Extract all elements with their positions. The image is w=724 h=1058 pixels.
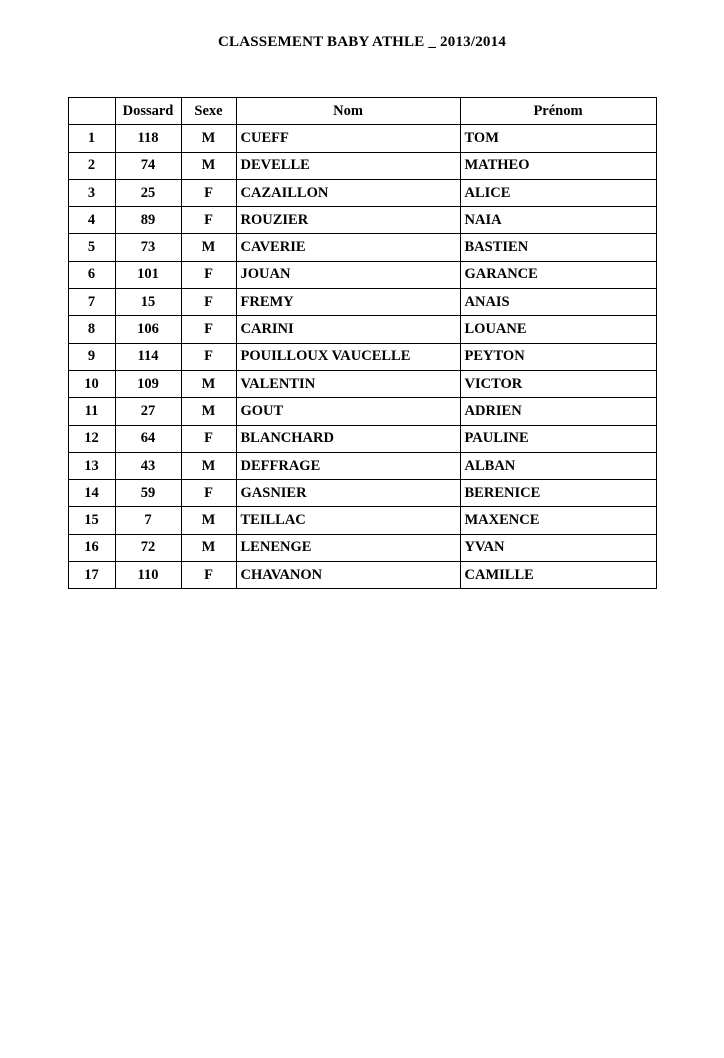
table-row <box>68 562 656 589</box>
cell-prenom: ALBAN <box>460 452 656 479</box>
cell-nom: JOUAN <box>236 261 460 288</box>
cell-prenom: MAXENCE <box>460 507 656 534</box>
table-header-row <box>68 98 656 125</box>
cell-prenom: ADRIEN <box>460 398 656 425</box>
cell-nom: BLANCHARD <box>236 425 460 452</box>
table-row <box>68 507 656 534</box>
cell-sexe: F <box>181 179 236 206</box>
cell-dossard: 73 <box>115 234 181 261</box>
cell-rank: 2 <box>68 152 115 179</box>
cell-rank: 13 <box>68 452 115 479</box>
table-row <box>68 398 656 425</box>
cell-rank: 12 <box>68 425 115 452</box>
cell-sexe: M <box>181 534 236 561</box>
cell-rank: 5 <box>68 234 115 261</box>
cell-prenom: PEYTON <box>460 343 656 370</box>
cell-rank: 1 <box>68 125 115 152</box>
table-row <box>68 370 656 397</box>
cell-sexe: F <box>181 207 236 234</box>
cell-prenom: CAMILLE <box>460 562 656 589</box>
table-row <box>68 207 656 234</box>
cell-dossard: 25 <box>115 179 181 206</box>
cell-prenom: GARANCE <box>460 261 656 288</box>
document-page <box>0 34 724 1058</box>
cell-prenom: MATHEO <box>460 152 656 179</box>
cell-sexe: M <box>181 507 236 534</box>
cell-dossard: 106 <box>115 316 181 343</box>
cell-rank: 9 <box>68 343 115 370</box>
table-row <box>68 234 656 261</box>
cell-dossard: 59 <box>115 480 181 507</box>
table-row <box>68 261 656 288</box>
cell-dossard: 114 <box>115 343 181 370</box>
ranking-table-container <box>0 97 724 589</box>
cell-nom: POUILLOUX VAUCELLE <box>236 343 460 370</box>
table-row <box>68 343 656 370</box>
column-header-dossard: Dossard <box>115 98 181 125</box>
table-row <box>68 125 656 152</box>
table-body <box>68 125 656 589</box>
cell-rank: 3 <box>68 179 115 206</box>
cell-dossard: 110 <box>115 562 181 589</box>
cell-prenom: ALICE <box>460 179 656 206</box>
cell-rank: 7 <box>68 289 115 316</box>
cell-dossard: 101 <box>115 261 181 288</box>
cell-rank: 6 <box>68 261 115 288</box>
cell-nom: CHAVANON <box>236 562 460 589</box>
cell-sexe: F <box>181 562 236 589</box>
cell-prenom: TOM <box>460 125 656 152</box>
cell-rank: 11 <box>68 398 115 425</box>
column-header-sexe: Sexe <box>181 98 236 125</box>
cell-prenom: YVAN <box>460 534 656 561</box>
cell-nom: CUEFF <box>236 125 460 152</box>
cell-nom: CAVERIE <box>236 234 460 261</box>
cell-nom: ROUZIER <box>236 207 460 234</box>
cell-sexe: F <box>181 289 236 316</box>
cell-rank: 17 <box>68 562 115 589</box>
cell-dossard: 7 <box>115 507 181 534</box>
cell-rank: 14 <box>68 480 115 507</box>
cell-nom: CAZAILLON <box>236 179 460 206</box>
cell-nom: VALENTIN <box>236 370 460 397</box>
cell-rank: 16 <box>68 534 115 561</box>
cell-sexe: F <box>181 316 236 343</box>
cell-dossard: 15 <box>115 289 181 316</box>
cell-prenom: VICTOR <box>460 370 656 397</box>
table-row <box>68 179 656 206</box>
cell-sexe: M <box>181 152 236 179</box>
table-row <box>68 289 656 316</box>
cell-sexe: F <box>181 480 236 507</box>
cell-dossard: 89 <box>115 207 181 234</box>
cell-rank: 8 <box>68 316 115 343</box>
cell-sexe: M <box>181 370 236 397</box>
cell-sexe: M <box>181 234 236 261</box>
table-row <box>68 316 656 343</box>
table-row <box>68 480 656 507</box>
cell-prenom: LOUANE <box>460 316 656 343</box>
table-header <box>68 98 656 125</box>
cell-nom: GOUT <box>236 398 460 425</box>
cell-sexe: M <box>181 125 236 152</box>
table-row <box>68 425 656 452</box>
table-row <box>68 534 656 561</box>
cell-sexe: F <box>181 261 236 288</box>
cell-sexe: F <box>181 343 236 370</box>
cell-prenom: NAIA <box>460 207 656 234</box>
cell-dossard: 64 <box>115 425 181 452</box>
cell-nom: DEVELLE <box>236 152 460 179</box>
cell-nom: FREMY <box>236 289 460 316</box>
cell-dossard: 109 <box>115 370 181 397</box>
column-header-rank <box>68 98 115 125</box>
cell-sexe: M <box>181 398 236 425</box>
table-row <box>68 452 656 479</box>
column-header-prenom: Prénom <box>460 98 656 125</box>
cell-prenom: PAULINE <box>460 425 656 452</box>
cell-rank: 15 <box>68 507 115 534</box>
cell-rank: 10 <box>68 370 115 397</box>
page-title: CLASSEMENT BABY ATHLE _ 2013/2014 <box>217 34 507 50</box>
column-header-nom: Nom <box>236 98 460 125</box>
cell-nom: GASNIER <box>236 480 460 507</box>
cell-prenom: BERENICE <box>460 480 656 507</box>
table-row <box>68 152 656 179</box>
cell-rank: 4 <box>68 207 115 234</box>
cell-nom: TEILLAC <box>236 507 460 534</box>
cell-nom: LENENGE <box>236 534 460 561</box>
cell-nom: DEFFRAGE <box>236 452 460 479</box>
cell-dossard: 43 <box>115 452 181 479</box>
cell-sexe: F <box>181 425 236 452</box>
cell-dossard: 72 <box>115 534 181 561</box>
ranking-table <box>68 97 657 589</box>
cell-prenom: ANAIS <box>460 289 656 316</box>
cell-dossard: 118 <box>115 125 181 152</box>
cell-sexe: M <box>181 452 236 479</box>
cell-prenom: BASTIEN <box>460 234 656 261</box>
cell-nom: CARINI <box>236 316 460 343</box>
cell-dossard: 74 <box>115 152 181 179</box>
cell-dossard: 27 <box>115 398 181 425</box>
